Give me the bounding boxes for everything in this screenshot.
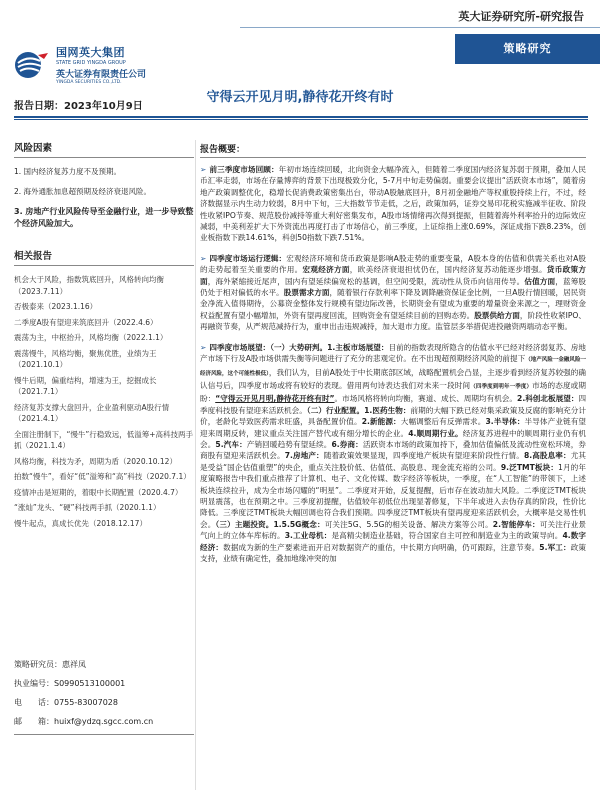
related-report-link[interactable]: 疫情冲击是短期的，着眼中长期配置（2020.4.7） bbox=[14, 487, 183, 497]
logo-group-name: 国网英大集团 bbox=[56, 46, 125, 59]
related-report-link[interactable]: 经济复苏支撑大盘回升，企业盈利驱动A股行情（2021.4.1） bbox=[14, 402, 170, 423]
summary-heading: 报告概要： bbox=[200, 142, 586, 158]
analyst-contact bbox=[14, 658, 194, 735]
analyst-name: 策略研究员：惠祥凤 bbox=[14, 660, 86, 669]
related-report-link[interactable]: 慢牛起点，真成长优先（2018.12.17） bbox=[14, 518, 147, 528]
header-divider bbox=[240, 27, 600, 28]
arrow-bullet-icon: ➢ bbox=[200, 342, 207, 352]
report-title: 守得云开见月明,静待花开终有时 bbox=[206, 90, 394, 105]
risk-heading: 风险因素 bbox=[14, 140, 194, 158]
state-grid-logo-icon bbox=[14, 49, 50, 81]
risk-item: 1. 国内经济复苏力度不及预期。 bbox=[14, 167, 122, 176]
sidebar bbox=[14, 140, 194, 533]
related-report-link[interactable]: 拍数“慢牛”，看好“低”溢筹和“高”科技（2020.7.1） bbox=[14, 472, 191, 481]
header-org bbox=[458, 8, 584, 24]
phone: 电 话：0755-83007028 bbox=[14, 698, 118, 707]
summary-paragraph: ➢ 四季度市场展望：（一）大势研判。1.主板市场展望：目前的指数表现所隐含的估值水平已经对经济弱复苏、房地产市场下行及A股市场供需失衡等问题进行了充分的悲观定价。在不出现超预期经济风险的前提下（地产风险一金融风险一经济风险，这个可能性极低），我们认为，目前A股处于中长期底部区域，战略配置机会凸显，主逐步看到经济复苏较强的确认信号后，四季度市场或将有较好的表现。借用两句诗表达我们对未来一段时间（四季度到明年一季度）市场的态度或期盼：“守得云开见月明,静待花开终有时”。市场风格将转向均衡，赛道、成长、周期均有机会。2.科创北板展望：四季度科技股有望迎来活跃机会。（二）行业配置。1.医药生物：前期的大幅下跌已经对集采政策及反腐的影响充分计价，老龄化导致医药需求旺盛，具备配置价值。2.新能源：大幅调整后有反弹需求。3.半导体：半导体产业链有望迎来周期反转，建议重点关注国产替代或有细分增长的企业。4.顺周期行业。经济复苏进程中的顺周期行业仍有机会。5.汽车：产销回暖趋势有望延续。6.券商：活跃资本市场的政策加持下，叠加估值偏低及流动性宽松环境，券商股有望迎来活跃机会。7.房地产：随着政策效果显现，四季度地产板块有望迎来阶段性行情。8.高股息率：尤其是受益“国企估值重塑”的央企，重点关注股价低、估值低、高股息、现金流充裕的公司。9.泛TMT板块：1月的年度策略报告中我们重点推荐了计算机、电子、文化传媒、数字经济等板块，一季度，在“人工智能”的带领下，上述板块连续拉升，成为全市场闪耀的“明星”。二季度对开始，反复提醒，后市存在波动加大风险。二季度泛TMT板块明显震荡，也在预期之中。三季度初提醒，估值较年初低位出现显著修复，下半年或进入去伪存真的阶段，性价比降低。三季度泛TMT板块大幅回调也符合我们预期。四季度泛TMT板块有望再度迎来活跃机会，大概率是交易性机会。（三）主题投资。1.5.5G概念：可关注5G、5.5G的相关设备、解决方案等公司。2.智能停车：可关注行业景气向上的立体车库标的。3.工业母机：是高精尖制造业基础，符合国家自主可控和制造业为主的政策导向。4.数字经济：数据成为新的生产要素进而开启对数据资产的重估，中长期方向明确，仍可跟踪，注意节奏。5.军工：政策支持，业绩有确定性，叠加地缘冲突的加 bbox=[200, 342, 587, 563]
related-report-link[interactable]: 风格均衡，科技为矛，周期为盾（2020.10.12） bbox=[14, 456, 177, 466]
risk-item: 2. 海外通胀加息超预期及经济衰退风险。 bbox=[14, 187, 152, 196]
related-report-link[interactable]: 震荡慢牛，风格均衡，聚焦优胜，业绩为王（2021.10.1） bbox=[14, 348, 157, 369]
related-heading: 相关报告 bbox=[14, 248, 194, 266]
arrow-bullet-icon: ➢ bbox=[200, 253, 207, 263]
contact-divider bbox=[14, 734, 194, 735]
column-divider bbox=[195, 140, 196, 790]
related-report-link[interactable]: 震荡为主，中枢抬升，风格均衡（2022.1.1） bbox=[14, 333, 168, 342]
report-date: 报告日期：2023年10月9日 bbox=[14, 101, 143, 112]
logo-group-name-en: STATE GRID YINGDA GROUP bbox=[56, 60, 126, 66]
summary-section bbox=[200, 142, 586, 573]
summary-paragraph: ➢ 四季度市场运行逻辑：宏观经济环境和货币政策是影响A股走势的重要变量，A股本身的估值和供需关系也对A股的走势起着至关重要的作用。宏观经济方面，欧美经济衰退担忧仍在，国内经济复苏动能逐步增强。货币政策方面，海外紧缩接近尾声，国内有望延续偏宽松的基调，但空间受限，流动性从货币向信用传导。估值方面，蓝筹股仍处于相对偏低的水平。股票需求方面，随着银行存款利率下降及调降融资保证金比例，一旦A股行情回暖，居民资金净流入值得期待，公募资金整体发行规模有望边际改善，长期资金有望成为重要的增量资金来源之一，理财资金权益配置有望小幅增加，外资有望再度回流，回购资金有望延续目前的回购态势。股票供给方面，阶段性收紧IPO、再融资节奏，从严规范减持行为，重申出击违规减持，加大退市力度。监管层多举措促进投融资两端动态平衡。 bbox=[200, 253, 587, 332]
risk-item: 3. 房地产行业风险传导至金融行业，进一步导致整个经济风险加大。 bbox=[14, 207, 194, 228]
related-report-link[interactable]: 全面注册制下，“慢牛”行稳致远，低溢筹+高科技两手抓（2021.1.4） bbox=[14, 429, 194, 450]
summary-paragraph: ➢ 前三季度市场回顾：年初市场连续回暖，北向资金大幅净流入，但随着二季度国内经济复苏弱于预期，叠加人民币汇率走弱，市场在存量博弈的背景下出现极致分化，5-7月中旬走势偏弱。重要会议提出“活跃资本市场”，随着房地产政策调整优化，稳增长促消费政策密集出台，带动A股触底回升，8月初金融地产等权重股持续上行，不过，经济数据显示内生动力较弱，8月中下旬，三大指数节节走低，之后，政策加码，证券交易印花税实施减半征收、阶段性收紧IPO节奏、规范股份减持等重大利好密集发布，A股市场情绪再次得到提振，但随着海外利率抬升的边际效应减弱，中美利差扩大下外资流出再度打击了市场信心，前三季度，上证综指上涨0.69%，深证成指下跌8.23%，创业板指数下跌14.61%，科创50指数下跌7.51%。 bbox=[200, 165, 587, 243]
email-link[interactable]: 邮 箱：huixf@ydzq.sgcc.com.cn bbox=[14, 717, 154, 726]
arrow-bullet-icon: ➢ bbox=[200, 165, 207, 174]
logo-company-name: 英大证券有限责任公司 bbox=[56, 70, 147, 80]
title-divider-thin bbox=[14, 119, 588, 120]
related-report-link[interactable]: 慢牛后期，偏重结构，增速为王，挖掘成长（2021.7.1） bbox=[14, 375, 157, 396]
related-report-link[interactable]: 机会大于风险，指数筑底回升，风格转向均衡（2023.7.11） bbox=[14, 275, 164, 296]
org-name: 英大证券研究所-研究报告 bbox=[458, 10, 584, 23]
title-divider bbox=[14, 116, 588, 118]
license-number: 执业编号：S0990513100001 bbox=[14, 679, 126, 688]
related-report-link[interactable]: 否极泰来（2023.1.16） bbox=[14, 302, 98, 311]
company-logo bbox=[14, 44, 146, 85]
category-tag: 策略研究 bbox=[455, 34, 600, 64]
logo-company-name-en: YINGDA SECURITIES CO.,LTD. bbox=[56, 80, 122, 85]
related-report-link[interactable]: “涨灿”龙头、“硬”科技两手抓（2020.1.1） bbox=[14, 503, 161, 512]
related-report-link[interactable]: 二季度A股有望迎来筑底回升（2022.4.6） bbox=[14, 317, 158, 327]
